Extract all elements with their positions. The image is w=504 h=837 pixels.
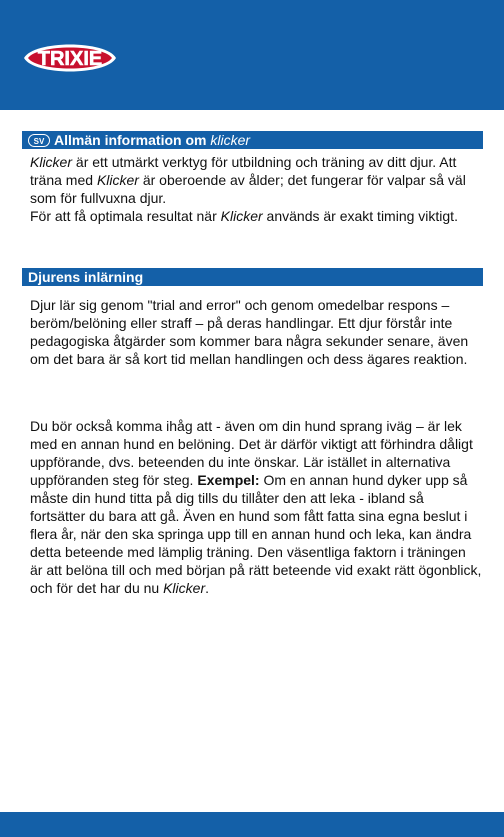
section-title: Djurens inlärning	[28, 269, 144, 285]
logo-text: TRIXIE	[37, 48, 103, 70]
paragraph-learning: Djur lär sig genom "trial and error" och genom omedelbar respons – beröm/belöning eller straff – på deras handlingar. Ett djur förstår inte pedagogiska åtgärder som kommer bara några sekunder senare, även om det bara är så kort tid mellan handlingen och dess ägares reaktion.	[30, 297, 469, 367]
footer-band	[0, 812, 504, 837]
text: Om en annan hund dyker upp så måste din hund titta på dig tills du tillåter den att leka - ibland så fortsätter du bara att gå. Även en hund som fått fatta sina egna beslut i flera år, när den ska springa upp till en annan hund och leka, kan ändra detta beteende med lämplig träning. Den väsentliga faktorn i träningen är att belöna till och med början på rätt beteende vid exakt rätt ögonblick, och för det har du nu	[30, 472, 482, 596]
text: Du bör också komma ihåg att - även om din hund sprang iväg – är lek med en annan hund en belöning. Det är därför viktigt att förhindra dåligt uppförande, dvs. beteenden du inte önskar. Lär istället in alternativa uppföranden steg för steg.	[30, 418, 473, 488]
trixie-logo	[20, 34, 120, 82]
text: är ett utmärkt verktyg för utbildning och träning av ditt djur. Att träna med	[30, 154, 457, 188]
paragraph-intro	[30, 153, 482, 225]
text: är oberoende av ålder; det fungerar för valpar så väl som för fullvuxna djur.	[30, 172, 466, 206]
text-italic: Klicker	[220, 208, 263, 224]
section-heading-general-info	[22, 131, 483, 149]
text-italic: Klicker	[163, 580, 206, 596]
text: För att få optimala resultat när	[30, 208, 221, 224]
text: används är exakt timing viktigt.	[262, 208, 458, 224]
text: .	[205, 580, 209, 596]
text-italic: Klicker	[30, 154, 73, 170]
section-heading-animal-learning	[22, 268, 483, 286]
header-band	[0, 0, 504, 110]
text-bold: Exempel:	[197, 472, 260, 488]
section-title-italic: klicker	[210, 132, 251, 148]
language-badge: SV	[28, 134, 50, 147]
text-italic: Klicker	[96, 172, 139, 188]
paragraph-example	[30, 417, 482, 597]
section-title: Allmän information om	[54, 132, 211, 148]
